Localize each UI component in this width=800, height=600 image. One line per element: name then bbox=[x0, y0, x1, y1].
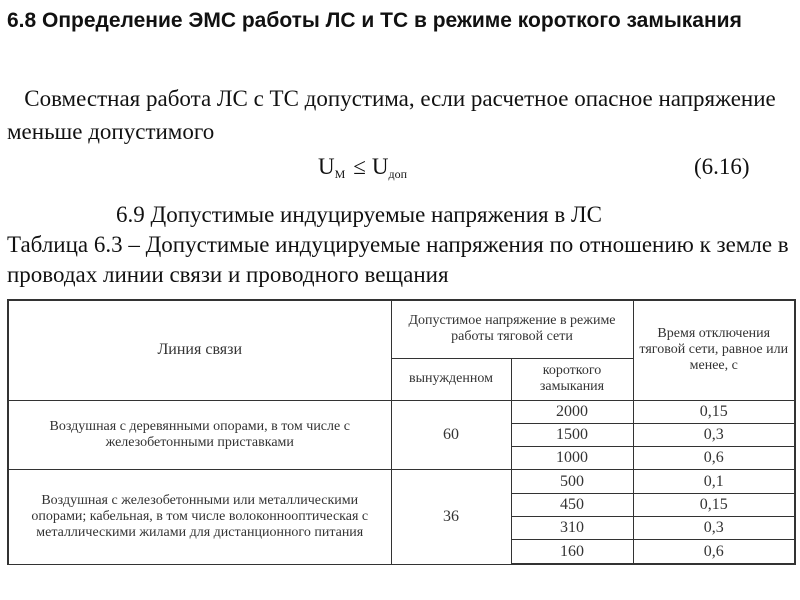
time-cell: 0,3 bbox=[633, 423, 795, 446]
equation-number: (6.16) bbox=[694, 154, 750, 179]
formula-operator: ≤ bbox=[353, 154, 366, 179]
header-forced: вынужденном bbox=[391, 358, 511, 400]
short-circuit-cell: 160 bbox=[511, 540, 633, 564]
short-circuit-cell: 1000 bbox=[511, 447, 633, 470]
short-circuit-cell: 310 bbox=[511, 517, 633, 540]
short-circuit-cell: 2000 bbox=[511, 400, 633, 423]
table-caption: Таблица 6.3 – Допустимые индуцируемые напряжения по отношению к земле в проводах линии связи и проводного вещания bbox=[7, 232, 789, 287]
header-line: Линия связи bbox=[8, 300, 391, 400]
time-cell: 0,6 bbox=[633, 540, 795, 564]
header-short-circuit: короткого замыкания bbox=[511, 358, 633, 400]
short-circuit-cell: 500 bbox=[511, 470, 633, 493]
body-paragraph: Совместная работа ЛС с ТС допустима, если расчетное опасное напряжение меньше допустимого bbox=[7, 86, 782, 144]
time-cell: 0,15 bbox=[633, 400, 795, 423]
time-cell: 0,6 bbox=[633, 447, 795, 470]
time-cell: 0,15 bbox=[633, 493, 795, 516]
line-type-cell: Воздушная с деревянными опорами, в том числе с железобетонными приставками bbox=[8, 400, 391, 470]
formula bbox=[318, 152, 407, 189]
header-time: Время отключения тяговой сети, равное или менее, с bbox=[633, 300, 795, 400]
header-voltage: Допустимое напряжение в режиме работы тяговой сети bbox=[391, 300, 633, 358]
section-heading: 6.8 Определение ЭМС работы ЛС и ТС в режиме короткого замыкания bbox=[7, 9, 742, 32]
forced-voltage-cell: 60 bbox=[391, 400, 511, 470]
table-row bbox=[8, 470, 795, 493]
time-cell: 0,3 bbox=[633, 517, 795, 540]
formula-rhs-subscript: доп bbox=[388, 167, 408, 181]
forced-voltage-cell: 36 bbox=[391, 470, 511, 564]
formula-lhs-subscript: М bbox=[334, 167, 346, 181]
short-circuit-cell: 450 bbox=[511, 493, 633, 516]
time-cell: 0,1 bbox=[633, 470, 795, 493]
line-type-cell: Воздушная с железобетонными или металлическими опорами; кабельная, в том числе волоконнооптическая с металлическими жилами для дистанционного питания bbox=[8, 470, 391, 564]
table-header-row bbox=[8, 300, 795, 358]
subsection-heading: 6.9 Допустимые индуцируемые напряжения в ЛС bbox=[116, 202, 602, 227]
voltage-table bbox=[7, 299, 796, 565]
formula-rhs: U bbox=[371, 154, 389, 179]
table-row bbox=[8, 400, 795, 423]
short-circuit-cell: 1500 bbox=[511, 423, 633, 446]
formula-lhs: U bbox=[318, 154, 335, 179]
